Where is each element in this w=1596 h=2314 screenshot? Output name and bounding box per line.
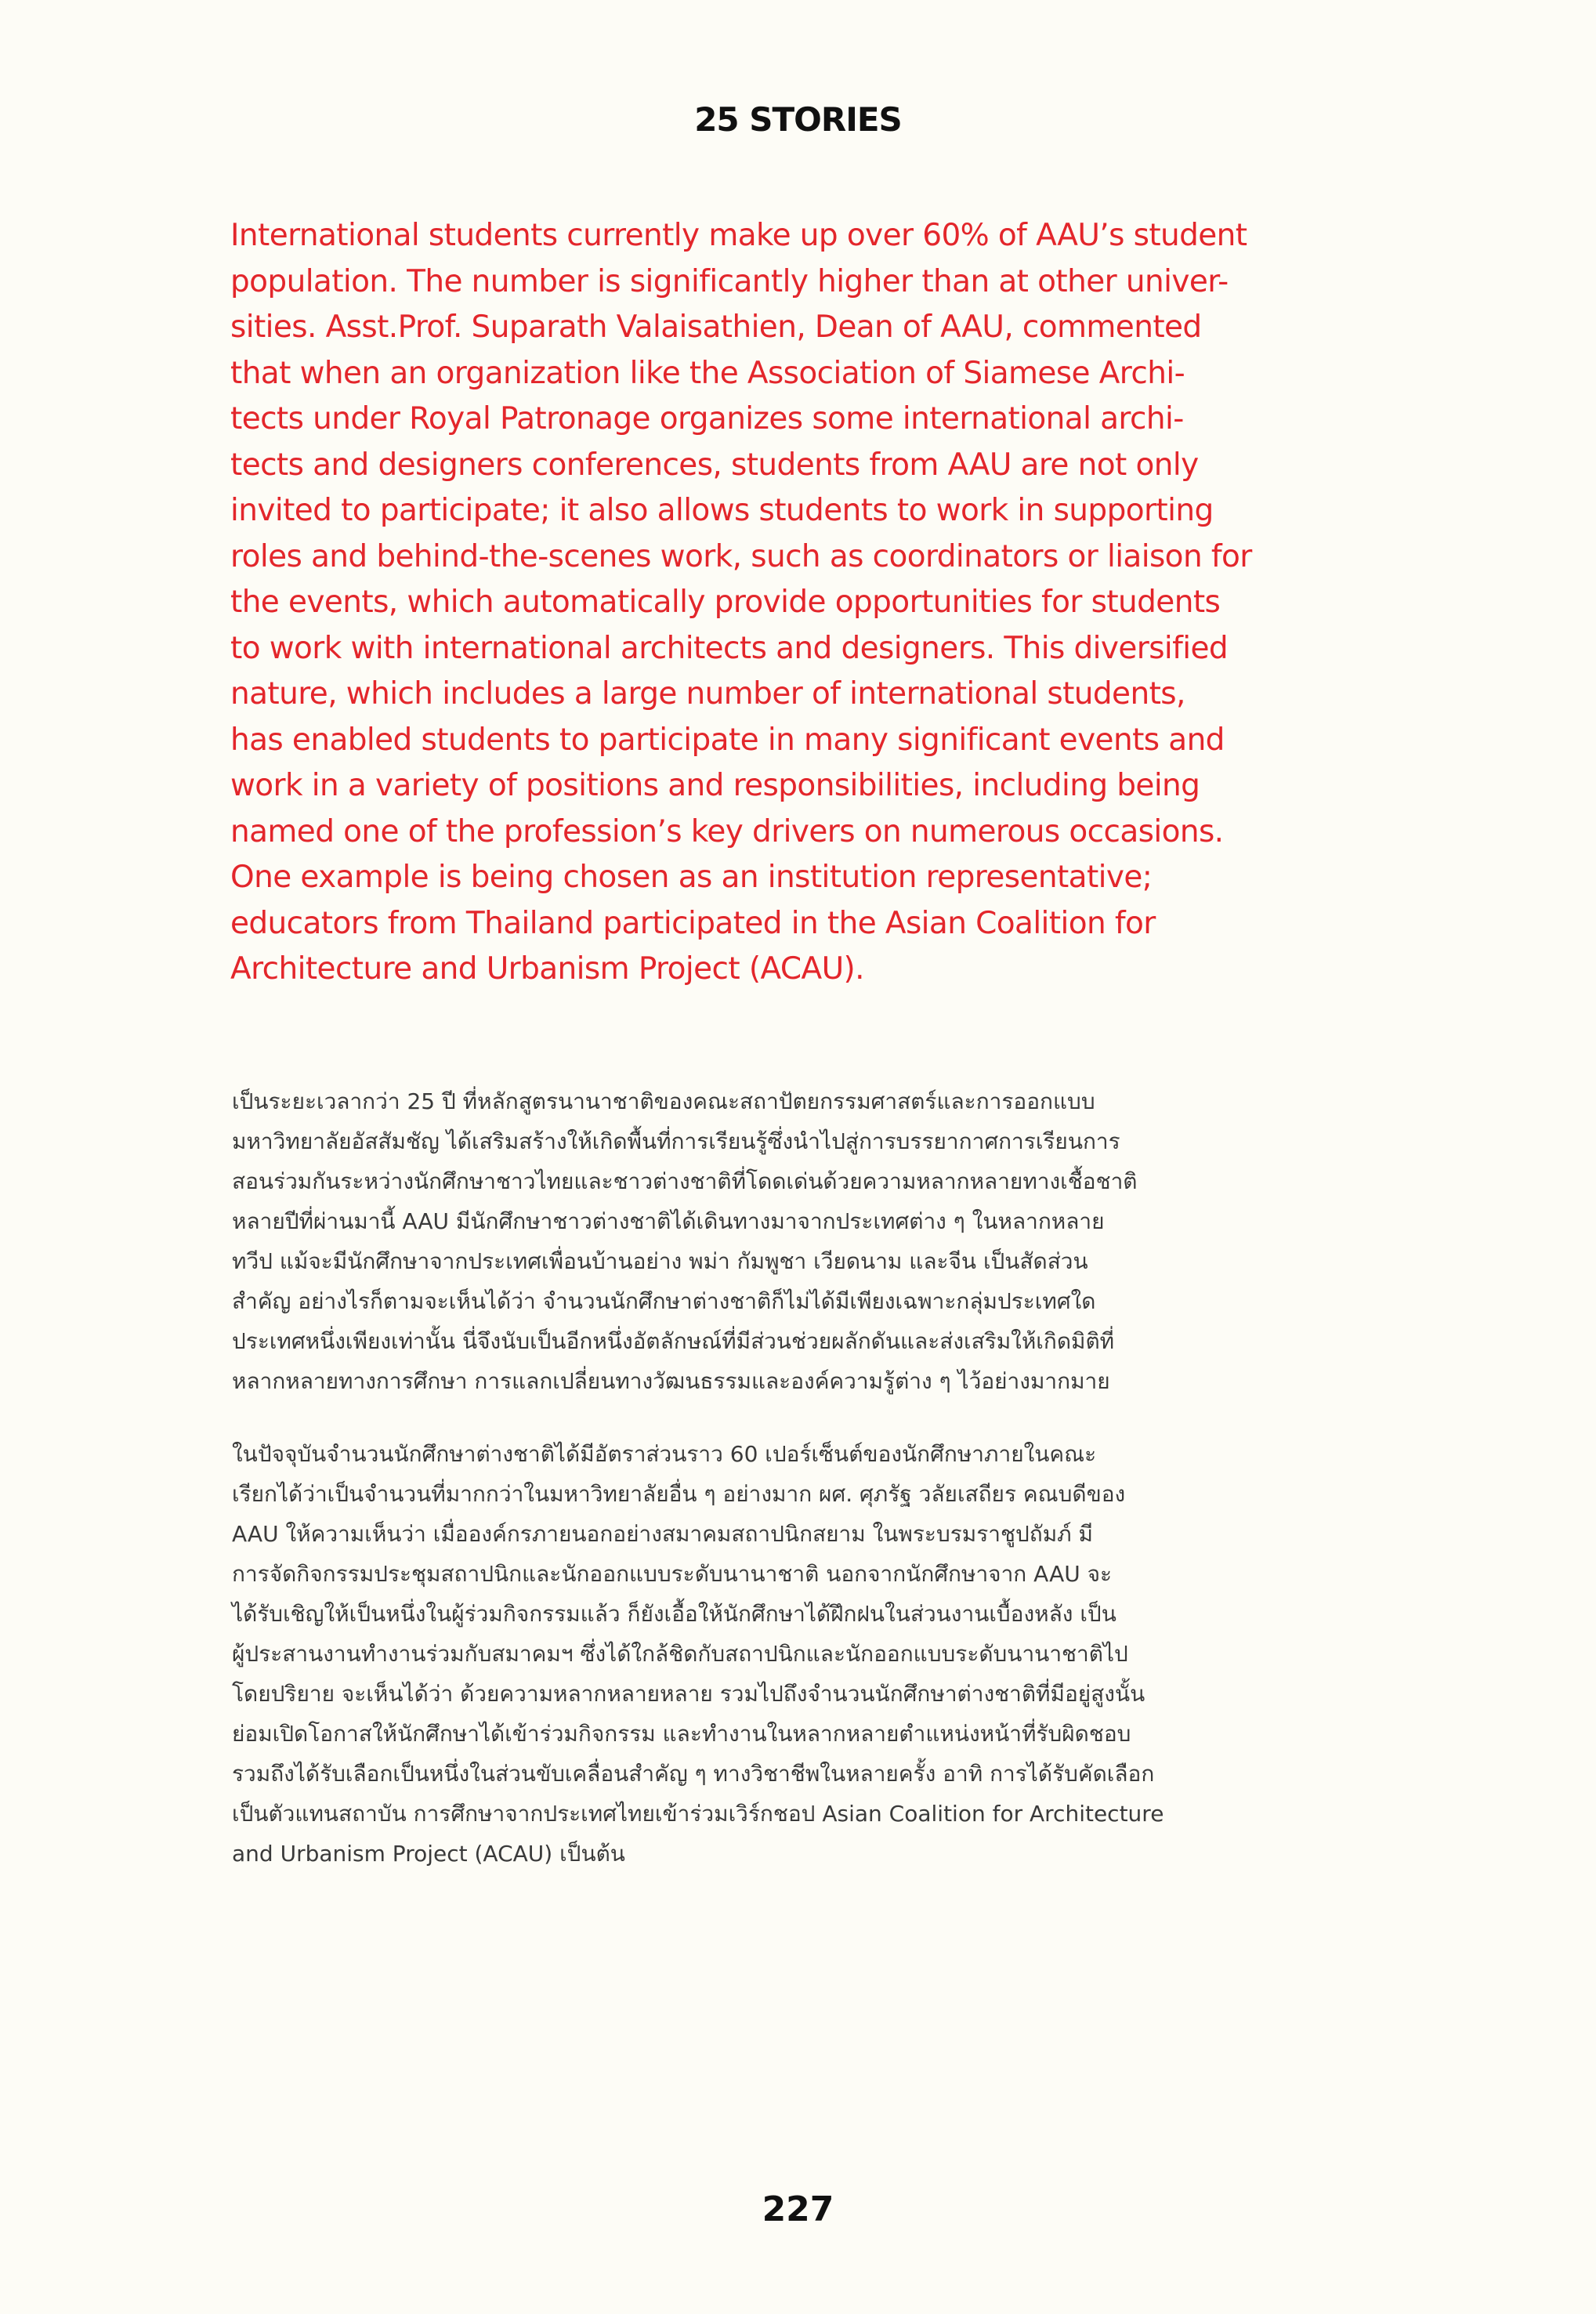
thai-line: รวมถึงได้รับเลือกเป็นหนึ่งในส่วนขับเคลื่อนสำคัญ ๆ ทางวิชาชีพในหลายครั้ง อาทิ การได้รับคัดเลือก	[232, 1761, 1155, 1787]
page-number: 227	[762, 2189, 834, 2229]
thai-line: สำคัญ อย่างไรก็ตามจะเห็นได้ว่า จำนวนนักศึกษาต่างชาติก็ไม่ได้มีเพียงเฉพาะกลุ่มประเทศใด	[232, 1288, 1096, 1314]
thai-line: ประเทศหนึ่งเพียงเท่านั้น นี่จึงนับเป็นอีกหนึ่งอัตลักษณ์ที่มีส่วนช่วยผลักดันและส่งเสริมให้เกิดมิติที่	[232, 1328, 1115, 1354]
thai-line: เป็นระยะเวลากว่า 25 ปี ที่หลักสูตรนานาชาติของคณะสถาปัตยกรรมศาสตร์และการออกแบบ	[232, 1088, 1095, 1114]
thai-line: AAU ให้ความเห็นว่า เมื่อองค์กรภายนอกอย่างสมาคมสถาปนิกสยาม ในพระบรมราชูปถัมภ์ มี	[232, 1521, 1093, 1547]
thai-line: ทวีป แม้จะมีนักศึกษาจากประเทศเพื่อนบ้านอย่าง พม่า กัมพูชา เวียดนาม และจีน เป็นสัดส่วน	[232, 1248, 1088, 1274]
page-header-title: 25 STORIES	[694, 100, 902, 139]
thai-line: หลายปีที่ผ่านมานี้ AAU มีนักศึกษาชาวต่างชาติได้เดินทางมาจากประเทศต่าง ๆ ในหลากหลาย	[232, 1208, 1105, 1234]
thai-line: ได้รับเชิญให้เป็นหนึ่งในผู้ร่วมกิจกรรมแล้ว ก็ยังเอื้อให้นักศึกษาได้ฝึกฝนในส่วนงานเบื้องหลัง เป็น	[232, 1601, 1116, 1627]
english-line: Architecture and Urbanism Project (ACAU).	[230, 951, 864, 987]
english-paragraph	[230, 213, 1351, 993]
thai-line: มหาวิทยาลัยอัสสัมชัญ ได้เสริมสร้างให้เกิดพื้นที่การเรียนรู้ซึ่งนำไปสู่การบรรยากาศการเรียนการ	[232, 1128, 1120, 1154]
english-line: tects and designers conferences, students from AAU are not only	[230, 447, 1199, 483]
thai-line: หลากหลายทางการศึกษา การแลกเปลี่ยนทางวัฒนธรรมและองค์ความรู้ต่าง ๆ ไว้อย่างมากมาย	[232, 1368, 1110, 1394]
thai-line: ผู้ประสานงานทำงานร่วมกับสมาคมฯ ซึ่งได้ใกล้ชิดกับสถาปนิกและนักออกแบบระดับนานาชาติไป	[232, 1641, 1128, 1667]
thai-line: สอนร่วมกันระหว่างนักศึกษาชาวไทยและชาวต่างชาติที่โดดเด่นด้วยความหลากหลายทางเชื้อชาติ	[232, 1168, 1138, 1194]
thai-line: เป็นตัวแทนสถาบัน การศึกษาจากประเทศไทยเข้าร่วมเวิร์กชอป Asian Coalition for Architecture	[232, 1801, 1164, 1827]
thai-line: ในปัจจุบันจำนวนนักศึกษาต่างชาติได้มีอัตราส่วนราว 60 เปอร์เซ็นต์ของนักศึกษาภายในคณะ	[232, 1441, 1097, 1467]
thai-line: โดยปริยาย จะเห็นได้ว่า ด้วยความหลากหลายหลาย รวมไปถึงจำนวนนักศึกษาต่างชาติที่มีอยู่สูงนั้น	[232, 1681, 1145, 1707]
english-line: the events, which automatically provide opportunities for students	[230, 585, 1221, 620]
english-line: sities. Asst.Prof. Suparath Valaisathien, Dean of AAU, commented	[230, 310, 1202, 345]
english-line: to work with international architects and designers. This diversified	[230, 630, 1229, 666]
thai-line: ย่อมเปิดโอกาสให้นักศึกษาได้เข้าร่วมกิจกรรม และทำงานในหลากหลายตำแหน่งหน้าที่รับผิดชอบ	[232, 1721, 1131, 1747]
thai-line: and Urbanism Project (ACAU) เป็นต้น	[232, 1841, 625, 1867]
english-line: International students currently make up over 60% of AAU’s student	[230, 218, 1247, 253]
english-line: invited to participate; it also allows students to work in supporting	[230, 493, 1214, 528]
english-line: has enabled students to participate in many significant events and	[230, 722, 1225, 758]
english-line: that when an organization like the Association of Siamese Archi-	[230, 355, 1185, 391]
english-line: educators from Thailand participated in the Asian Coalition for	[230, 905, 1156, 941]
thai-paragraph-1	[232, 1081, 1360, 1401]
english-line: tects under Royal Patronage organizes some international archi-	[230, 401, 1184, 436]
thai-line: การจัดกิจกรรมประชุมสถาปนิกและนักออกแบบระดับนานาชาติ นอกจากนักศึกษาจาก AAU จะ	[232, 1561, 1113, 1587]
english-line: work in a variety of positions and responsibilities, including being	[230, 768, 1200, 803]
english-line: population. The number is significantly higher than at other univer-	[230, 263, 1229, 299]
english-line: nature, which includes a large number of international students,	[230, 676, 1185, 712]
english-line: One example is being chosen as an institution representative;	[230, 860, 1153, 895]
english-line: named one of the profession’s key drivers on numerous occasions.	[230, 813, 1224, 849]
thai-paragraph-2	[232, 1434, 1360, 1874]
english-line: roles and behind-the-scenes work, such as coordinators or liaison for	[230, 538, 1252, 574]
thai-line: เรียกได้ว่าเป็นจำนวนที่มากกว่าในมหาวิทยาลัยอื่น ๆ อย่างมาก ผศ. ศุภรัฐ วลัยเสถียร คณบดีของ	[232, 1481, 1126, 1507]
